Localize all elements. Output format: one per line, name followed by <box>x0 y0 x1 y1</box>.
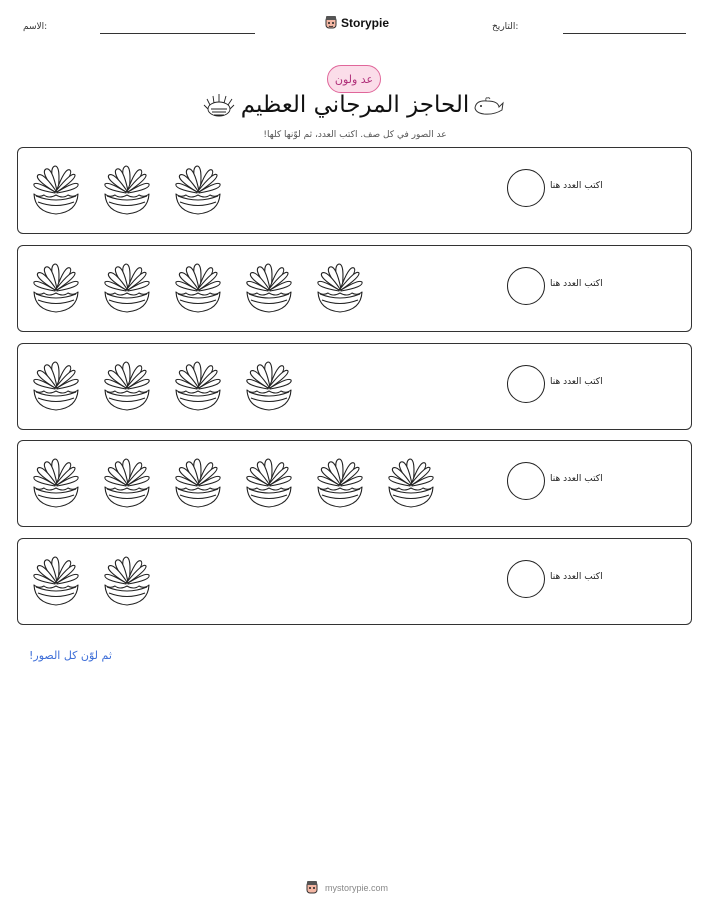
clam-shell-icon[interactable] <box>99 260 156 316</box>
answer-label: اكتب العدد هنا <box>550 572 603 582</box>
clam-shell-icon[interactable] <box>170 260 227 316</box>
clam-shell-icon[interactable] <box>241 455 298 511</box>
brand-name: Storypie <box>341 16 390 30</box>
instructions: عد الصور في كل صف. اكتب العدد، ثم لوّنها كلها! <box>263 130 447 140</box>
clam-shell-icon[interactable] <box>28 455 85 511</box>
count-row <box>17 440 692 527</box>
footer-url: mystorypie.com <box>325 883 389 893</box>
whale-icon <box>472 96 504 118</box>
date-label: التاريخ: <box>492 22 519 32</box>
footer <box>305 880 388 896</box>
name-line[interactable] <box>100 33 255 34</box>
count-row <box>17 343 692 430</box>
worksheet-title: الحاجز المرجاني العظيم <box>240 92 470 118</box>
clam-shell-icon[interactable] <box>170 162 227 218</box>
answer-circle[interactable] <box>507 267 545 305</box>
count-items <box>28 358 298 414</box>
date-line[interactable] <box>563 33 686 34</box>
count-row <box>17 538 692 625</box>
clam-shell-icon[interactable] <box>28 358 85 414</box>
clam-shell-icon[interactable] <box>170 358 227 414</box>
count-items <box>28 162 227 218</box>
answer-circle[interactable] <box>507 462 545 500</box>
clam-shell-icon[interactable] <box>241 358 298 414</box>
clam-shell-icon[interactable] <box>312 455 369 511</box>
answer-circle[interactable] <box>507 365 545 403</box>
brand-logo <box>324 14 389 32</box>
count-items <box>28 455 440 511</box>
answer-label: اكتب العدد هنا <box>550 377 603 387</box>
storypie-mascot-icon <box>324 15 338 31</box>
clam-shell-icon[interactable] <box>383 455 440 511</box>
clam-shell-icon[interactable] <box>28 260 85 316</box>
clam-shell-icon[interactable] <box>28 553 85 609</box>
answer-label: اكتب العدد هنا <box>550 181 603 191</box>
storypie-mascot-icon <box>305 880 319 896</box>
clam-shell-icon[interactable] <box>28 162 85 218</box>
answer-circle[interactable] <box>507 169 545 207</box>
count-items <box>28 260 369 316</box>
sea-urchin-icon <box>202 91 236 121</box>
answer-label: اكتب العدد هنا <box>550 279 603 289</box>
color-note: ثم لوّن كل الصور! <box>29 649 112 662</box>
count-items <box>28 553 156 609</box>
clam-shell-icon[interactable] <box>99 553 156 609</box>
answer-circle[interactable] <box>507 560 545 598</box>
clam-shell-icon[interactable] <box>99 358 156 414</box>
activity-badge: عد ولون <box>327 65 381 93</box>
clam-shell-icon[interactable] <box>241 260 298 316</box>
clam-shell-icon[interactable] <box>312 260 369 316</box>
clam-shell-icon[interactable] <box>99 162 156 218</box>
name-label: الاسم: <box>23 22 48 32</box>
clam-shell-icon[interactable] <box>170 455 227 511</box>
count-row <box>17 245 692 332</box>
clam-shell-icon[interactable] <box>99 455 156 511</box>
answer-label: اكتب العدد هنا <box>550 474 603 484</box>
count-row <box>17 147 692 234</box>
